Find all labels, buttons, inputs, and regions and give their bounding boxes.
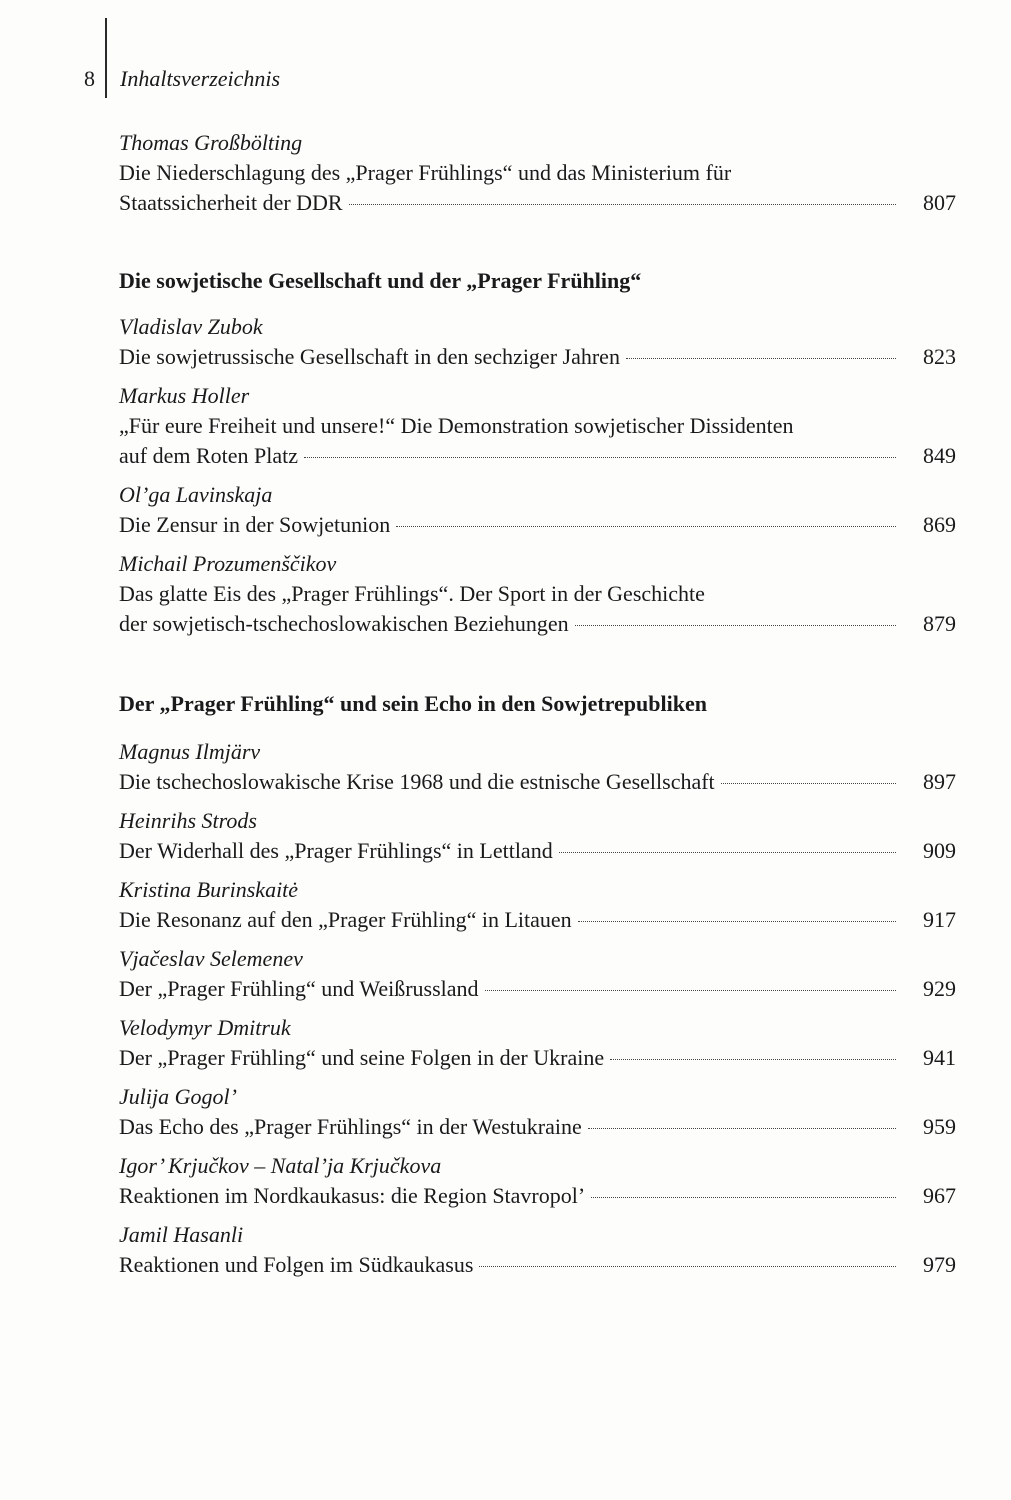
toc-entry bbox=[119, 549, 956, 639]
entry-page-number: 849 bbox=[923, 443, 956, 468]
entry-title-line: der sowjetisch-tschechoslowakischen Beziehungen bbox=[119, 611, 569, 636]
entry-final-line bbox=[119, 974, 956, 1004]
dot-leader bbox=[559, 851, 896, 853]
table-of-contents bbox=[119, 128, 956, 1280]
dot-leader bbox=[588, 1127, 896, 1129]
dot-leader bbox=[626, 357, 896, 359]
entry-page-number: 979 bbox=[923, 1252, 956, 1277]
entry-page-number: 909 bbox=[923, 838, 956, 863]
toc-entry bbox=[119, 312, 956, 372]
entry-final-line bbox=[119, 1250, 956, 1280]
dot-leader bbox=[578, 920, 896, 922]
entry-final-line bbox=[119, 1043, 956, 1073]
entry-title-line: „Für eure Freiheit und unsere!“ Die Demonstration sowjetischer Dissidenten bbox=[119, 413, 794, 438]
entry-title-line: Reaktionen und Folgen im Südkaukasus bbox=[119, 1252, 474, 1277]
toc-entry bbox=[119, 128, 956, 218]
entry-page-number: 869 bbox=[923, 512, 956, 537]
toc-entry bbox=[119, 1082, 956, 1142]
dot-leader bbox=[349, 203, 896, 205]
running-header-title: Inhaltsverzeichnis bbox=[120, 66, 281, 91]
dot-leader bbox=[304, 456, 896, 458]
entry-title-line: Der Widerhall des „Prager Frühlings“ in Lettland bbox=[119, 838, 553, 863]
entry-author: Vladislav Zubok bbox=[119, 314, 263, 339]
entry-title-line: Der „Prager Frühling“ und seine Folgen in der Ukraine bbox=[119, 1045, 605, 1070]
dot-leader bbox=[575, 624, 896, 626]
toc-group-top bbox=[119, 128, 956, 218]
entry-final-line bbox=[119, 510, 956, 540]
entry-final-line bbox=[119, 188, 956, 218]
entry-page-number: 959 bbox=[923, 1114, 956, 1139]
entry-page-number: 917 bbox=[923, 907, 956, 932]
toc-entry bbox=[119, 480, 956, 540]
entry-author: Magnus Ilmjärv bbox=[119, 739, 261, 764]
entry-title-line: auf dem Roten Platz bbox=[119, 443, 299, 468]
entry-author: Igor’ Krjučkov – Natal’ja Krjučkova bbox=[119, 1153, 442, 1178]
entry-final-line bbox=[119, 767, 956, 797]
entry-page-number: 929 bbox=[923, 976, 956, 1001]
entry-author: Velodymyr Dmitruk bbox=[119, 1015, 291, 1040]
toc-entry bbox=[119, 381, 956, 471]
dot-leader bbox=[591, 1196, 896, 1198]
entry-title-line: Der „Prager Frühling“ und Weißrussland bbox=[119, 976, 479, 1001]
entry-page-number: 879 bbox=[923, 611, 956, 636]
entry-author: Jamil Hasanli bbox=[119, 1222, 244, 1247]
entry-title-line: Die tschechoslowakische Krise 1968 und die estnische Gesellschaft bbox=[119, 769, 715, 794]
dot-leader bbox=[479, 1265, 896, 1267]
toc-entry bbox=[119, 806, 956, 866]
dot-leader bbox=[721, 782, 896, 784]
entry-final-line bbox=[119, 441, 956, 471]
entry-title-line: Staatssicherheit der DDR bbox=[119, 190, 343, 215]
entry-page-number: 807 bbox=[923, 190, 956, 215]
entry-page-number: 897 bbox=[923, 769, 956, 794]
entry-title-line: Das glatte Eis des „Prager Frühlings“. Der Sport in der Geschichte bbox=[119, 581, 705, 606]
entry-title-line: Das Echo des „Prager Frühlings“ in der Westukraine bbox=[119, 1114, 582, 1139]
dot-leader bbox=[485, 989, 896, 991]
entry-author: Markus Holler bbox=[119, 383, 250, 408]
entry-title-line: Die sowjetrussische Gesellschaft in den sechziger Jahren bbox=[119, 344, 620, 369]
page-number: 8 bbox=[84, 66, 95, 91]
entry-author: Vjačeslav Selemenev bbox=[119, 946, 303, 971]
entry-final-line bbox=[119, 1181, 956, 1211]
toc-entry bbox=[119, 875, 956, 935]
entry-author: Julija Gogol’ bbox=[119, 1084, 237, 1109]
toc-entry bbox=[119, 944, 956, 1004]
entry-final-line bbox=[119, 1112, 956, 1142]
entry-author: Michail Prozumenščikov bbox=[119, 551, 337, 576]
entry-author: Thomas Großbölting bbox=[119, 130, 303, 155]
dot-leader bbox=[610, 1058, 896, 1060]
entry-title-line: Die Niederschlagung des „Prager Frühlings“ und das Ministerium für bbox=[119, 160, 732, 185]
entry-author: Heinrihs Strods bbox=[119, 808, 257, 833]
toc-group-section1 bbox=[119, 312, 956, 639]
dot-leader bbox=[396, 525, 896, 527]
section-heading-soviet-society: Die sowjetische Gesellschaft und der „Prager Frühling“ bbox=[119, 268, 642, 293]
entry-title-line: Die Resonanz auf den „Prager Frühling“ in Litauen bbox=[119, 907, 572, 932]
entry-page-number: 823 bbox=[923, 344, 956, 369]
toc-entry bbox=[119, 1151, 956, 1211]
toc-entry bbox=[119, 1013, 956, 1073]
entry-final-line bbox=[119, 836, 956, 866]
toc-entry bbox=[119, 737, 956, 797]
toc-entry bbox=[119, 1220, 956, 1280]
entry-author: Kristina Burinskaitė bbox=[119, 877, 299, 902]
entry-page-number: 967 bbox=[923, 1183, 956, 1208]
entry-author: Ol’ga Lavinskaja bbox=[119, 482, 273, 507]
entry-title-line: Die Zensur in der Sowjetunion bbox=[119, 512, 391, 537]
entry-final-line bbox=[119, 905, 956, 935]
entry-page-number: 941 bbox=[923, 1045, 956, 1070]
header-rule bbox=[105, 18, 107, 98]
entry-final-line bbox=[119, 609, 956, 639]
entry-final-line bbox=[119, 342, 956, 372]
section-heading-soviet-republics: Der „Prager Frühling“ und sein Echo in den Sowjetrepubliken bbox=[119, 691, 707, 716]
entry-title-line: Reaktionen im Nordkaukasus: die Region Stavropol’ bbox=[119, 1183, 586, 1208]
toc-group-section2 bbox=[119, 737, 956, 1280]
